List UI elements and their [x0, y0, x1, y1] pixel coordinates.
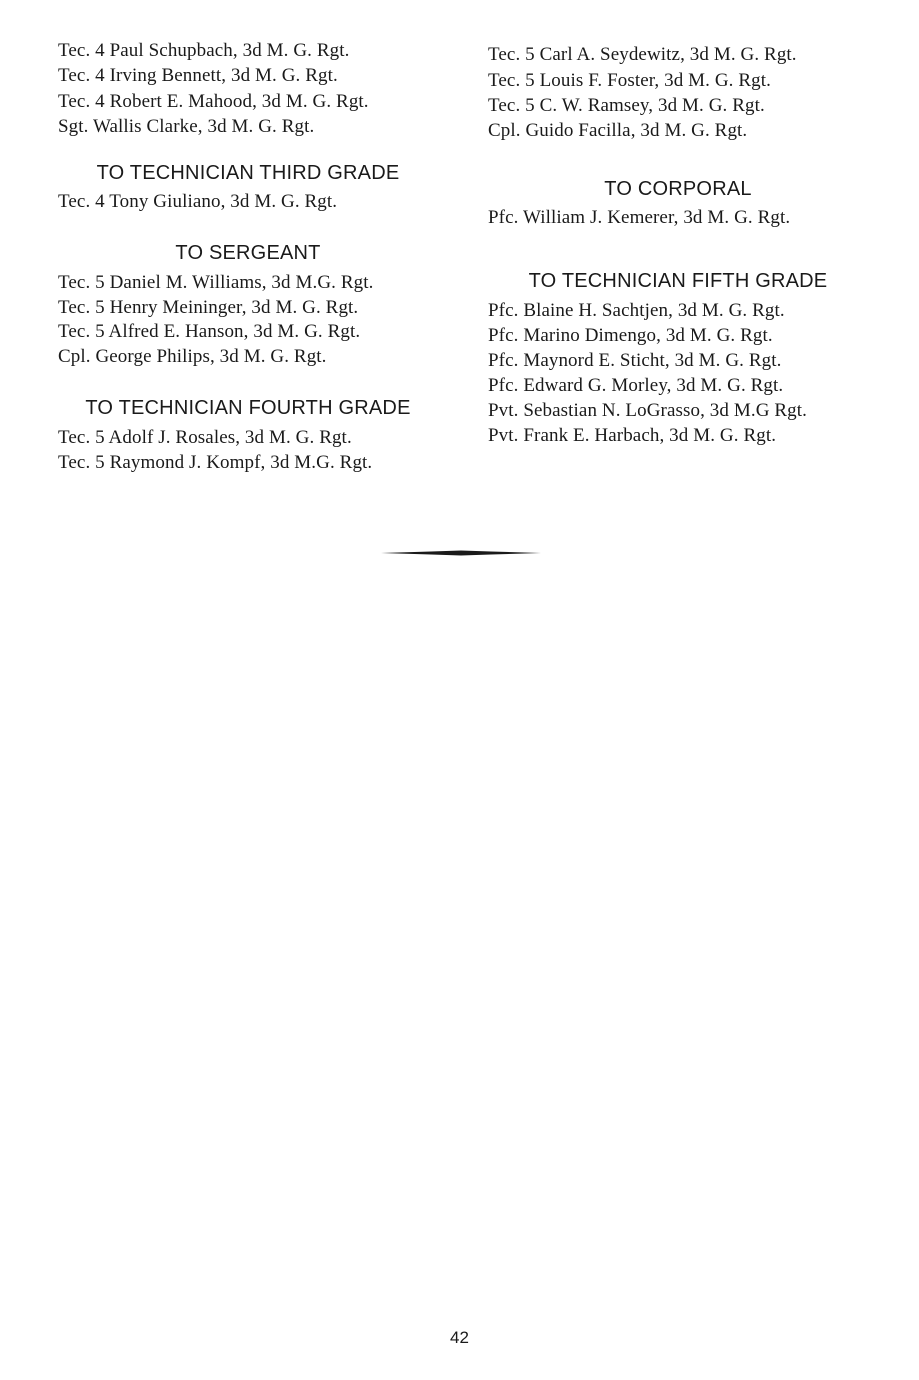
- roster-entry: Tec. 5 Louis F. Foster, 3d M. G. Rgt.: [488, 70, 771, 91]
- roster-entry: Sgt. Wallis Clarke, 3d M. G. Rgt.: [58, 116, 315, 137]
- roster-entry: Pfc. William J. Kemerer, 3d M. G. Rgt.: [488, 207, 791, 228]
- roster-entry: Pfc. Blaine H. Sachtjen, 3d M. G. Rgt.: [488, 300, 785, 321]
- section-heading-sergeant: TO SERGEANT: [175, 242, 321, 264]
- roster-entry: Tec. 4 Robert E. Mahood, 3d M. G. Rgt.: [58, 91, 369, 112]
- section-heading-technician-third-grade: TO TECHNICIAN THIRD GRADE: [96, 162, 400, 184]
- section-heading-corporal: TO CORPORAL: [604, 178, 752, 200]
- roster-entry: Cpl. George Philips, 3d M. G. Rgt.: [58, 346, 327, 367]
- roster-entry: Pvt. Sebastian N. LoGrasso, 3d M.G Rgt.: [488, 400, 807, 421]
- roster-entry: Pfc. Marino Dimengo, 3d M. G. Rgt.: [488, 325, 773, 346]
- roster-entry: Pfc. Maynord E. Sticht, 3d M. G. Rgt.: [488, 350, 782, 371]
- section-heading-technician-fourth-grade: TO TECHNICIAN FOURTH GRADE: [85, 397, 411, 419]
- decorative-divider: [381, 547, 541, 559]
- roster-entry: Tec. 5 Henry Meininger, 3d M. G. Rgt.: [58, 297, 359, 318]
- page-number: 42: [450, 1328, 469, 1347]
- roster-entry: Tec. 4 Tony Giuliano, 3d M. G. Rgt.: [58, 191, 338, 212]
- roster-entry: Tec. 5 Raymond J. Kompf, 3d M.G. Rgt.: [58, 452, 373, 473]
- roster-entry: Tec. 5 Alfred E. Hanson, 3d M. G. Rgt.: [58, 321, 361, 342]
- roster-entry: Tec. 4 Irving Bennett, 3d M. G. Rgt.: [58, 65, 338, 86]
- roster-entry: Tec. 4 Paul Schupbach, 3d M. G. Rgt.: [58, 40, 350, 61]
- roster-entry: Pvt. Frank E. Harbach, 3d M. G. Rgt.: [488, 425, 777, 446]
- section-heading-technician-fifth-grade: TO TECHNICIAN FIFTH GRADE: [528, 270, 828, 292]
- roster-entry: Pfc. Edward G. Morley, 3d M. G. Rgt.: [488, 375, 784, 396]
- roster-entry: Tec. 5 Daniel M. Williams, 3d M.G. Rgt.: [58, 272, 374, 293]
- roster-entry: Tec. 5 Carl A. Seydewitz, 3d M. G. Rgt.: [488, 44, 797, 65]
- roster-entry: Tec. 5 Adolf J. Rosales, 3d M. G. Rgt.: [58, 427, 352, 448]
- roster-entry: Cpl. Guido Facilla, 3d M. G. Rgt.: [488, 120, 748, 141]
- roster-entry: Tec. 5 C. W. Ramsey, 3d M. G. Rgt.: [488, 95, 765, 116]
